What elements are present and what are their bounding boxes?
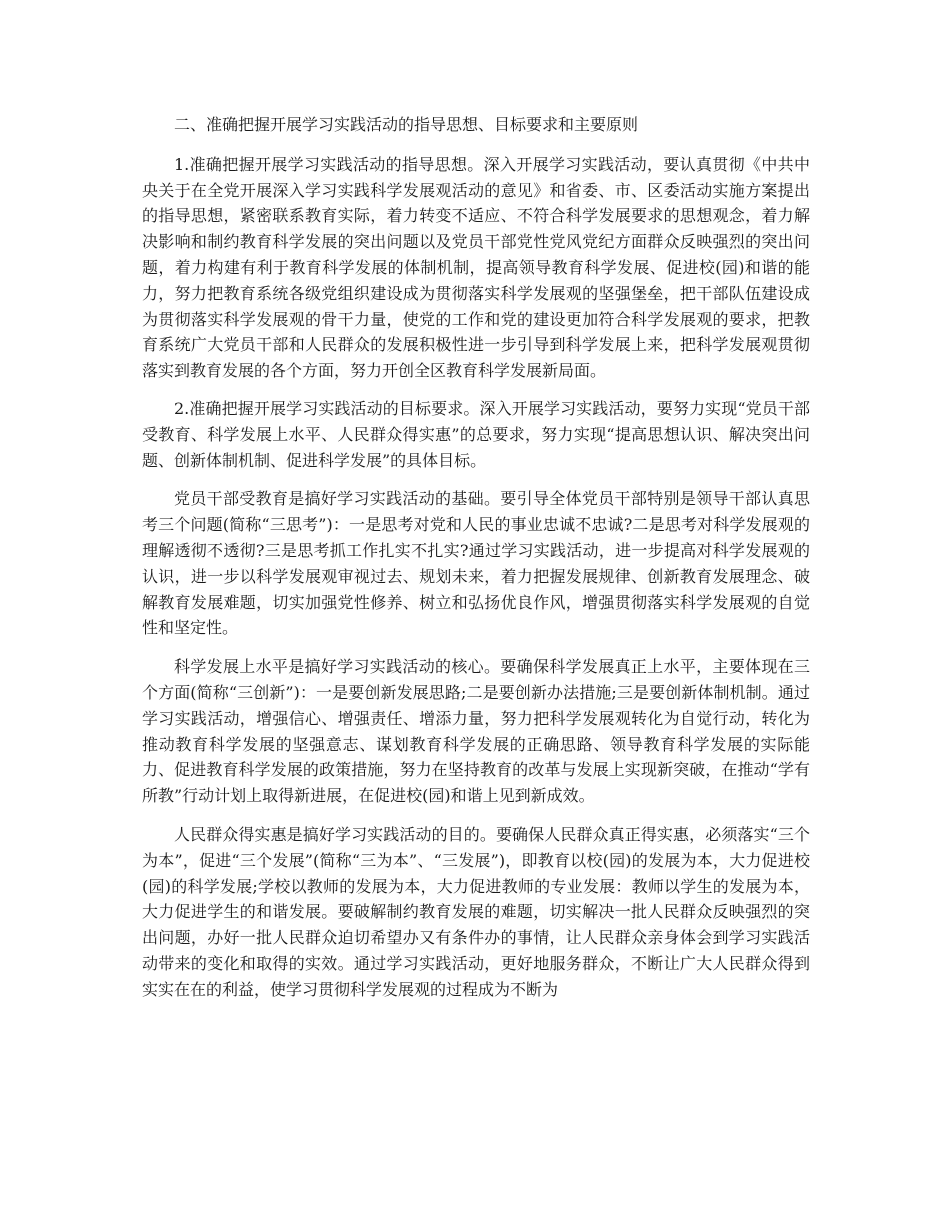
paragraph-cadre-education: 党员干部受教育是搞好学习实践活动的基础。要引导全体党员干部特别是领导干部认真思考三个问题(简称“三思考”)：一是思考对党和人民的事业忠诚不忠诚?二是思考对科学发展观的理解透彻不透彻?三是思考抓工作扎实不扎实?通过学习实践活动，进一步提高对科学发展观的认识，进一步以科学发展观审视过去、规划未来，着力把握发展规律、创新教育发展理念、破解教育发展难题，切实加强党性修养、树立和弘扬优良作风，增强贯彻落实科学发展观的自觉性和坚定性。 bbox=[142, 489, 810, 638]
paragraph-guiding-ideology: 1.准确把握开展学习实践活动的指导思想。深入开展学习实践活动，要认真贯彻《中共中央关于在全党开展深入学习实践科学发展观活动的意见》和省委、市、区委活动实施方案提出的指导思想，紧密联系教育实际，着力转变不适应、不符合科学发展要求的思想观念，着力解决影响和制约教育科学发展的突出问题以及党员干部党性党风党纪方面群众反映强烈的突出问题，着力构建有利于教育科学发展的体制机制，提高领导教育科学发展、促进校(园)和谐的能力，努力把教育系统各级党组织建设成为贯彻落实科学发展观的坚强堡垒，把干部队伍建设成为贯彻落实科学发展观的骨干力量，使党的工作和党的建设更加符合科学发展观的要求，把教育系统广大党员干部和人民群众的发展积极性进一步引导到科学发展上来，把科学发展观贯彻落实到教育发展的各个方面，努力开创全区教育科学发展新局面。 bbox=[142, 154, 810, 381]
section-heading: 二、准确把握开展学习实践活动的指导思想、目标要求和主要原则 bbox=[174, 115, 639, 134]
document-body bbox=[142, 112, 810, 1003]
paragraph-target-requirements: 2.准确把握开展学习实践活动的目标要求。深入开展学习实践活动，要努力实现“党员干部受教育、科学发展上水平、人民群众得实惠”的总要求，努力实现“提高思想认识、解决突出问题、创新体制机制、促进科学发展”的具体目标。 bbox=[142, 398, 810, 470]
paragraph-scientific-development: 科学发展上水平是搞好学习实践活动的核心。要确保科学发展真正上水平，主要体现在三个方面(简称“三创新”)：一是要创新发展思路;二是要创新办法措施;三是要创新体制机制。通过学习实践活动，增强信心、增强责任、增添力量，努力把科学发展观转化为自觉行动，转化为推动教育科学发展的坚强意志、谋划教育科学发展的正确思路、领导教育科学发展的实际能力、促进教育科学发展的政策措施，努力在坚持教育的改革与发展上实现新突破，在推动“学有所教”行动计划上取得新进展，在促进校(园)和谐上见到新成效。 bbox=[142, 657, 810, 806]
paragraph-people-benefit: 人民群众得实惠是搞好学习实践活动的目的。要确保人民群众真正得实惠，必须落实“三个为本”，促进“三个发展”(简称“三为本”、“三发展”)，即教育以校(园)的发展为本，大力促进校(园)的科学发展;学校以教师的发展为本，大力促进教师的专业发展：教师以学生的发展为本，大力促进学生的和谐发展。要破解制约教育发展的难题，切实解决一批人民群众反映强烈的突出问题，办好一批人民群众迫切希望办又有条件办的事情，让人民群众亲身体会到学习实践活动带来的变化和取得的实效。通过学习实践活动，更好地服务群众，不断让广大人民群众得到实实在在的利益，使学习贯彻科学发展观的过程成为不断为 bbox=[142, 824, 810, 999]
